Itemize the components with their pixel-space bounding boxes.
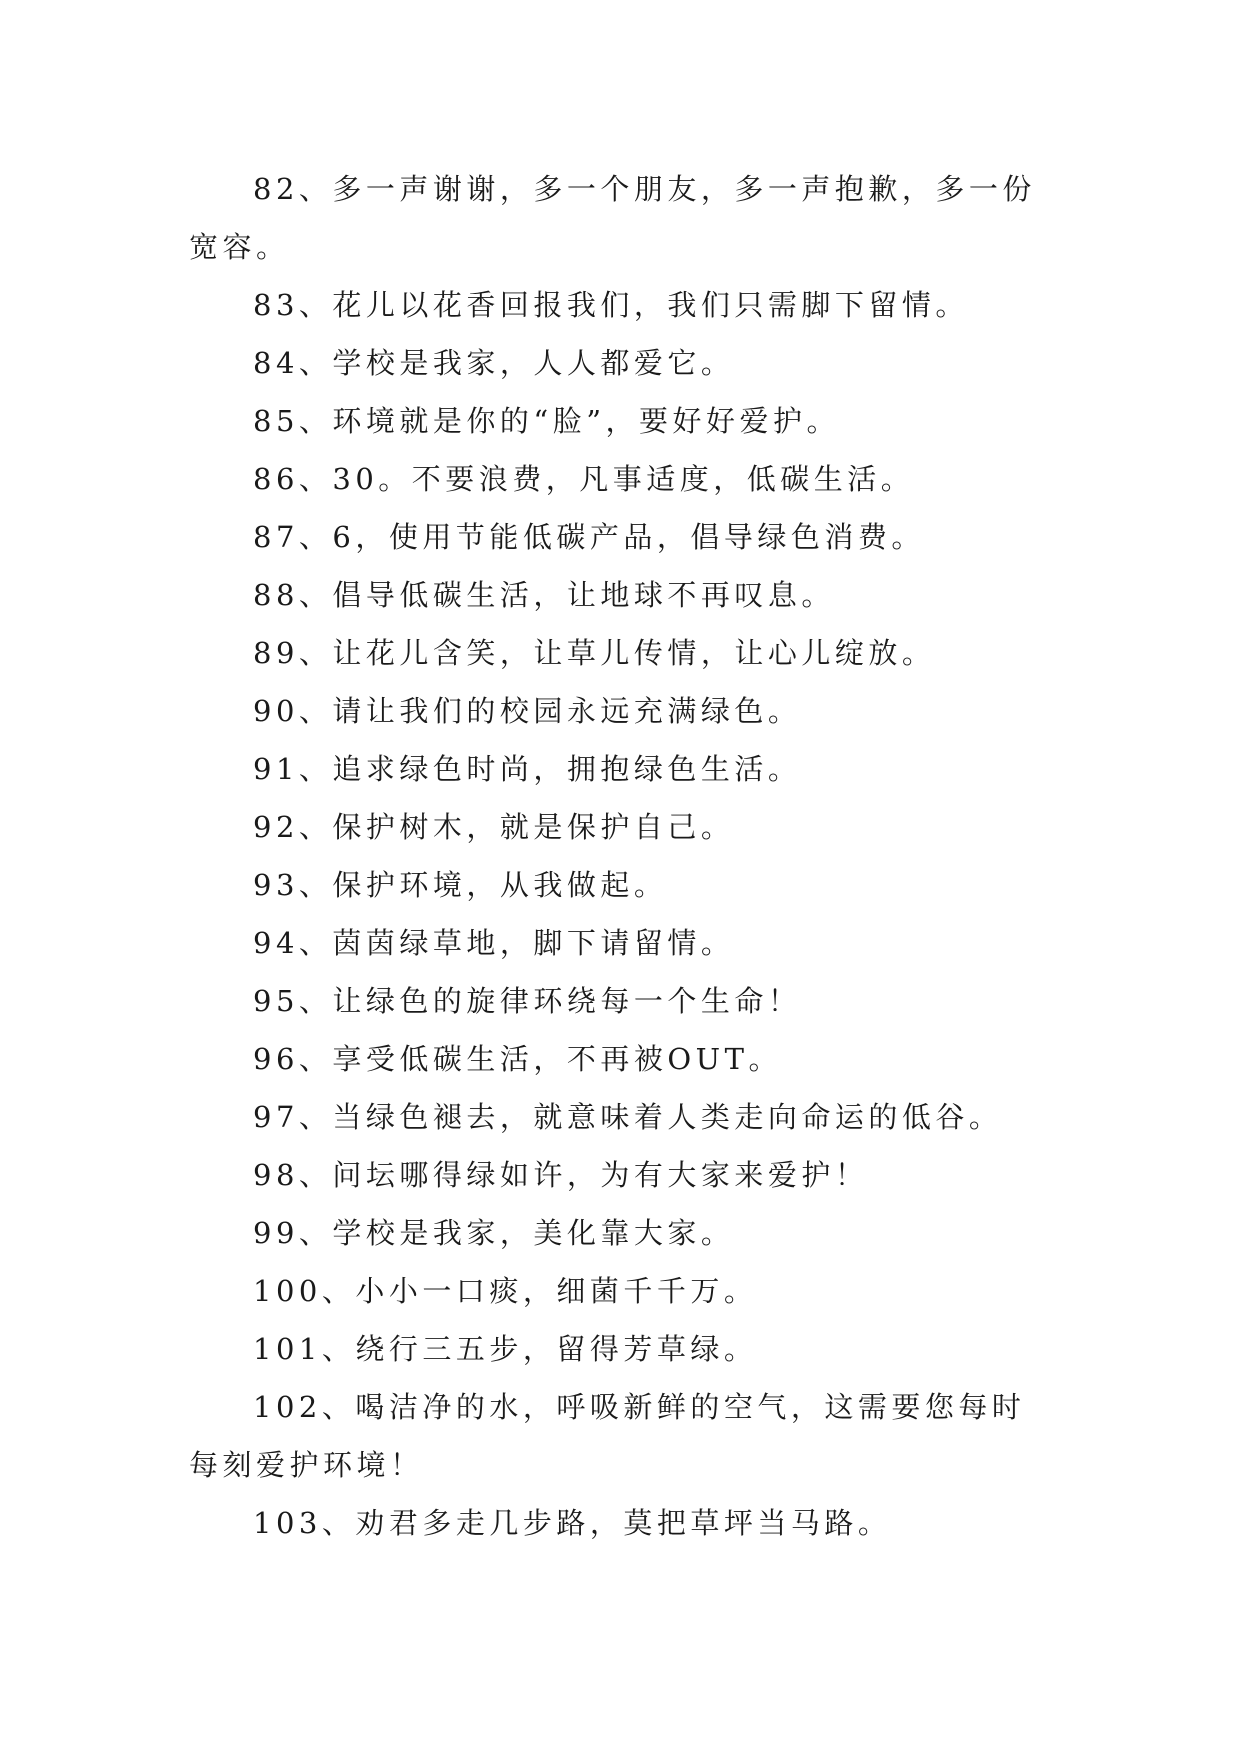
slogan-paragraph-87: 87、6，使用节能低碳产品，倡导绿色消费。 xyxy=(253,520,925,554)
slogan-paragraph-101: 101、绕行三五步，留得芳草绿。 xyxy=(253,1332,758,1366)
slogan-paragraph-88: 88、倡导低碳生活，让地球不再叹息。 xyxy=(253,578,835,612)
slogan-paragraph-100: 100、小小一口痰，细菌千千万。 xyxy=(253,1274,758,1308)
document-body xyxy=(189,160,1049,1552)
slogan-paragraph-93: 93、保护环境，从我做起。 xyxy=(253,868,668,902)
slogan-paragraph-83: 83、花儿以花香回报我们，我们只需脚下留情。 xyxy=(253,288,969,322)
slogan-paragraph-102: 102、喝洁净的水，呼吸新鲜的空气，这需要您每时每刻爱护环境！ xyxy=(189,1390,1026,1482)
slogan-paragraph-90: 90、请让我们的校园永远充满绿色。 xyxy=(253,694,802,728)
slogan-paragraph-82: 82、多一声谢谢，多一个朋友，多一声抱歉，多一份宽容。 xyxy=(189,172,1036,264)
slogan-paragraph-84: 84、学校是我家，人人都爱它。 xyxy=(253,346,735,380)
slogan-paragraph-103: 103、劝君多走几步路，莫把草坪当马路。 xyxy=(253,1506,892,1540)
slogan-paragraph-86: 86、30。不要浪费，凡事适度，低碳生活。 xyxy=(253,462,915,496)
slogan-paragraph-89: 89、让花儿含笑，让草儿传情，让心儿绽放。 xyxy=(253,636,936,670)
slogan-paragraph-92: 92、保护树木，就是保护自己。 xyxy=(253,810,735,844)
slogan-paragraph-97: 97、当绿色褪去，就意味着人类走向命运的低谷。 xyxy=(253,1100,1003,1134)
slogan-paragraph-96: 96、享受低碳生活，不再被OUT。 xyxy=(253,1042,782,1076)
slogan-paragraph-94: 94、茵茵绿草地，脚下请留情。 xyxy=(253,926,735,960)
slogan-paragraph-95: 95、让绿色的旋律环绕每一个生命！ xyxy=(253,984,802,1018)
slogan-paragraph-98: 98、问坛哪得绿如许，为有大家来爱护！ xyxy=(253,1158,869,1192)
slogan-paragraph-91: 91、追求绿色时尚，拥抱绿色生活。 xyxy=(253,752,802,786)
slogan-paragraph-85: 85、环境就是你的“脸”，要好好爱护。 xyxy=(253,404,841,438)
slogan-paragraph-99: 99、学校是我家，美化靠大家。 xyxy=(253,1216,735,1250)
